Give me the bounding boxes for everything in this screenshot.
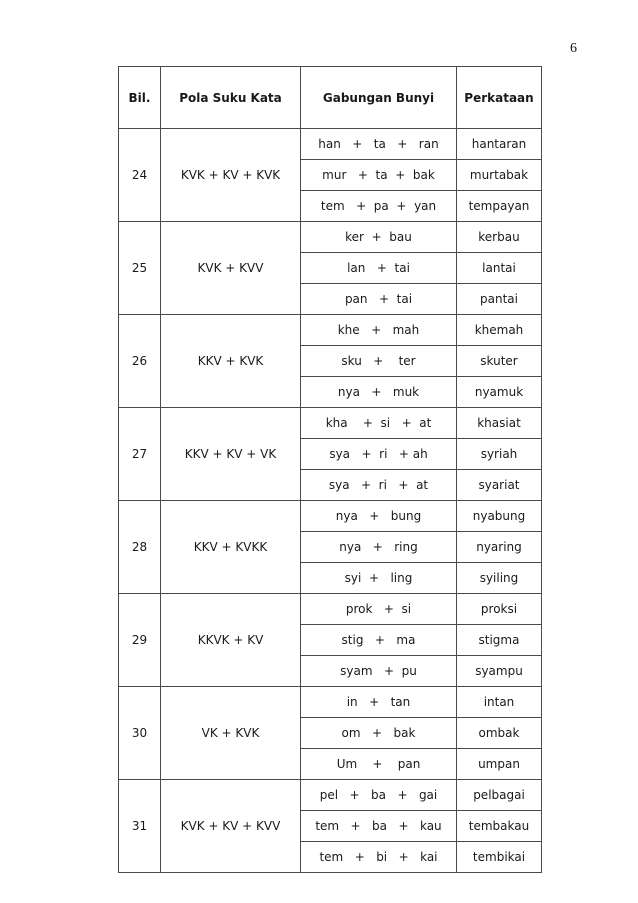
gabungan-bunyi-cell: lan + tai	[301, 253, 457, 284]
perkataan-cell: murtabak	[457, 160, 542, 191]
gabungan-bunyi-cell: in + tan	[301, 687, 457, 718]
gabungan-bunyi-cell: syi + ling	[301, 563, 457, 594]
perkataan-cell: syampu	[457, 656, 542, 687]
header-row	[119, 67, 542, 129]
perkataan-cell: umpan	[457, 749, 542, 780]
table-row	[119, 222, 542, 253]
bil-cell: 29	[119, 594, 161, 687]
gabungan-bunyi-cell: tem + pa + yan	[301, 191, 457, 222]
bil-cell: 31	[119, 780, 161, 873]
header-gabungan-bunyi: Gabungan Bunyi	[301, 67, 457, 129]
header-pola-suku-kata: Pola Suku Kata	[161, 67, 301, 129]
pola-suku-kata-cell: VK + KVK	[161, 687, 301, 780]
perkataan-cell: tembakau	[457, 811, 542, 842]
perkataan-cell: tembikai	[457, 842, 542, 873]
bil-cell: 26	[119, 315, 161, 408]
gabungan-bunyi-cell: nya + muk	[301, 377, 457, 408]
perkataan-cell: syariat	[457, 470, 542, 501]
gabungan-bunyi-cell: Um + pan	[301, 749, 457, 780]
page-number: 6	[570, 41, 577, 56]
table-row	[119, 687, 542, 718]
header-perkataan: Perkataan	[457, 67, 542, 129]
gabungan-bunyi-cell: nya + bung	[301, 501, 457, 532]
bil-cell: 25	[119, 222, 161, 315]
bil-cell: 27	[119, 408, 161, 501]
perkataan-cell: syiling	[457, 563, 542, 594]
gabungan-bunyi-cell: nya + ring	[301, 532, 457, 563]
perkataan-cell: syriah	[457, 439, 542, 470]
pola-suku-kata-cell: KKV + KVK	[161, 315, 301, 408]
header-bil: Bil.	[119, 67, 161, 129]
gabungan-bunyi-cell: stig + ma	[301, 625, 457, 656]
gabungan-bunyi-cell: kha + si + at	[301, 408, 457, 439]
table-header	[119, 67, 542, 129]
table-row	[119, 315, 542, 346]
gabungan-bunyi-cell: khe + mah	[301, 315, 457, 346]
syllable-pattern-table	[118, 66, 542, 873]
gabungan-bunyi-cell: tem + ba + kau	[301, 811, 457, 842]
gabungan-bunyi-cell: syam + pu	[301, 656, 457, 687]
gabungan-bunyi-cell: pel + ba + gai	[301, 780, 457, 811]
gabungan-bunyi-cell: sku + ter	[301, 346, 457, 377]
table-row	[119, 780, 542, 811]
table-row	[119, 129, 542, 160]
perkataan-cell: pelbagai	[457, 780, 542, 811]
pola-suku-kata-cell: KKVK + KV	[161, 594, 301, 687]
pola-suku-kata-cell: KVK + KV + KVK	[161, 129, 301, 222]
table-row	[119, 408, 542, 439]
gabungan-bunyi-cell: om + bak	[301, 718, 457, 749]
bil-cell: 24	[119, 129, 161, 222]
gabungan-bunyi-cell: sya + ri + ah	[301, 439, 457, 470]
perkataan-cell: stigma	[457, 625, 542, 656]
perkataan-cell: nyamuk	[457, 377, 542, 408]
gabungan-bunyi-cell: pan + tai	[301, 284, 457, 315]
perkataan-cell: lantai	[457, 253, 542, 284]
perkataan-cell: proksi	[457, 594, 542, 625]
pola-suku-kata-cell: KKV + KV + VK	[161, 408, 301, 501]
perkataan-cell: kerbau	[457, 222, 542, 253]
perkataan-cell: pantai	[457, 284, 542, 315]
perkataan-cell: khemah	[457, 315, 542, 346]
gabungan-bunyi-cell: mur + ta + bak	[301, 160, 457, 191]
perkataan-cell: ombak	[457, 718, 542, 749]
pola-suku-kata-cell: KVK + KVV	[161, 222, 301, 315]
gabungan-bunyi-cell: prok + si	[301, 594, 457, 625]
pola-suku-kata-cell: KKV + KVKK	[161, 501, 301, 594]
perkataan-cell: skuter	[457, 346, 542, 377]
bil-cell: 30	[119, 687, 161, 780]
table-row	[119, 594, 542, 625]
perkataan-cell: intan	[457, 687, 542, 718]
gabungan-bunyi-cell: sya + ri + at	[301, 470, 457, 501]
table-body	[119, 129, 542, 873]
gabungan-bunyi-cell: tem + bi + kai	[301, 842, 457, 873]
perkataan-cell: nyaring	[457, 532, 542, 563]
table-row	[119, 501, 542, 532]
perkataan-cell: khasiat	[457, 408, 542, 439]
gabungan-bunyi-cell: ker + bau	[301, 222, 457, 253]
gabungan-bunyi-cell: han + ta + ran	[301, 129, 457, 160]
bil-cell: 28	[119, 501, 161, 594]
pola-suku-kata-cell: KVK + KV + KVV	[161, 780, 301, 873]
perkataan-cell: nyabung	[457, 501, 542, 532]
perkataan-cell: hantaran	[457, 129, 542, 160]
perkataan-cell: tempayan	[457, 191, 542, 222]
